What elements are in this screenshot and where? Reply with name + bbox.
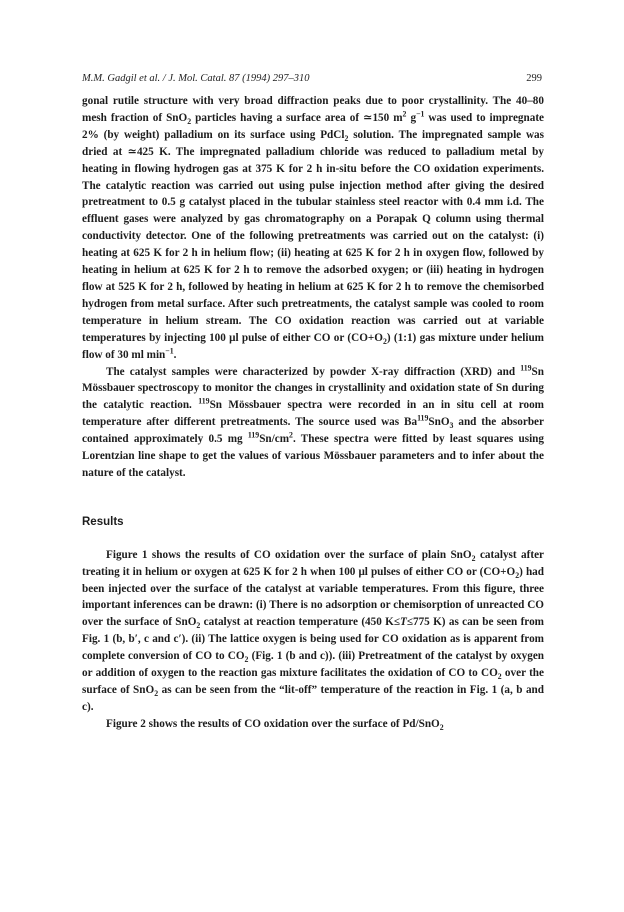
paragraph-experimental-1: gonal rutile structure with very broad diffraction peaks due to poor crystallinity. The 40–80 mesh fraction of SnO$_2$ particles having a surface area of ≃150 $m^2$ $g^{-1}$ was used to impregnate 2% (by weight) palladium on its surface using PdCl$_2$ solution. The impregnated sample was dried at ≃425 K. The impregnated palladium chloride was reduced to palladium metal by heating in flowing hydrogen gas at 375 K for 2 h in-situ before the CO oxidation experiments. The catalytic reaction was carried out using pulse injection method after giving the desired pretreatment to 0.5 g catalyst placed in the tubular stainless steel reactor with 0.4 mm i.d. The effluent gases were analyzed by gas chromatography on a Porapak Q column using thermal conductivity detector. One of the following pretreatments was carried out on the catalyst: (i) heating at 625 K for 2 h in helium flow; (ii) heating at 625 K for 2 h in oxygen flow, followed by heating in helium at 625 K for 2 h to remove the adsorbed oxygen; or (iii) heating in hydrogen flow at 525 K for 2 h, followed by heating in helium at 625 K for 2 h to remove the chemisorbed hydrogen from metal surface. After such pretreatments, the catalyst sample was cooled to room temperature in helium stream. The CO oxidation reaction was carried out at variable temperatures by injecting 100 μl pulse of either CO or $(CO+O_2)$ (1:1) gas mixture under helium flow of 30 ml $\min^{-1}$. (82, 95, 545, 361)
paragraph-results-2: Figure 2 shows the results of CO oxidation over the surface of Pd/SnO$_2$ (106, 717, 444, 733)
running-head-citation: M.M. Gadgil et al. / J. Mol. Catal. 87 (1994) 297–310 (82, 73, 310, 84)
running-head (82, 72, 542, 86)
paragraph-experimental-2: The catalyst samples were characterized by powder X-ray diffraction (XRD) and $^{119}$Sn Mössbauer spectroscopy to monitor the changes in crystallinity and oxidation state of Sn during the catalytic reaction. $^{119}$Sn Mössbauer spectra were recorded in an in situ cell at room temperature after different pretreatments. The source used was $Ba^{119}SnO_3$ and the absorber contained approximately 0.5 mg $^{119}Sn/cm^2$. These spectra were fitted by least squares using Lorentzian line shape to get the values of various Mössbauer parameters and to infer about the nature of the catalyst. (82, 362, 545, 479)
article-body (82, 93, 544, 733)
page-number: 299 (526, 73, 542, 84)
paragraph-results-1: Figure 1 shows the results of CO oxidation over the surface of plain SnO$_2$ catalyst after treating it in helium or oxygen at 625 K for 2 h when 100 μl pulses of either CO or $(CO+O_2)$ had been injected over the surface of the catalyst at variable temperatures. From this figure, three important inferences can be drawn: (i) There is no adsorption or chemisorption of unreacted CO over the surface of SnO$_2$ catalyst at reaction temperature (450 K≤T≤775 K) as can be seen from Fig. 1 (b, b′, c and c′). (ii) The lattice oxygen is being used for CO oxidation as is apparent from complete conversion of CO to $CO_2$ (Fig. 1 (b and c)). (iii) Pretreatment of the catalyst by oxygen or addition of oxygen to the reaction gas mixture facilitates the oxidation of CO to $CO_2$ over the surface of SnO$_2$ as can be seen from the “lit-off” temperature of the reaction in Fig. 1 (a, b and c). (82, 548, 545, 713)
section-heading-results: Results (82, 515, 124, 528)
